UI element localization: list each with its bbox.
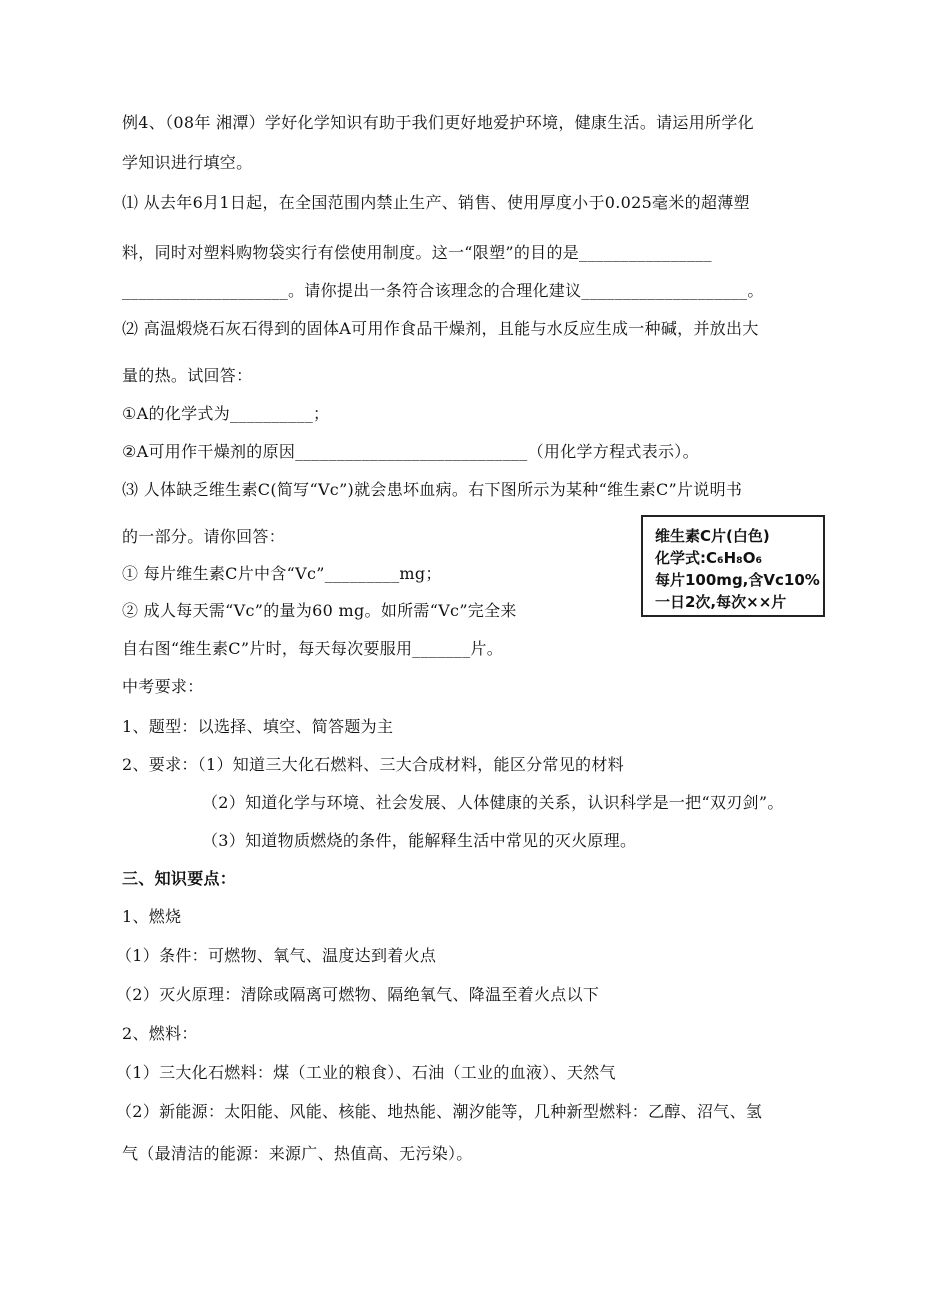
label-title: 维生素C片(白色) — [655, 527, 770, 545]
text-line: 气（最清洁的能源：来源广、热值高、无污染）。 — [122, 1144, 473, 1163]
text-line: （1）条件：可燃物、氧气、温度达到着火点 — [116, 946, 437, 965]
text-line: 料，同时对塑料购物袋实行有偿使用制度。这一“限塑”的目的是________________ — [122, 243, 712, 262]
text-line: ____________________。请你提出一条符合该理念的合理化建议____________________。 — [122, 281, 764, 300]
text-line: ①A的化学式为__________； — [122, 404, 330, 423]
text-line: ① 每片维生素C片中含“Vc”_________mg； — [122, 564, 442, 583]
text-line: ⑵ 高温煅烧石灰石得到的固体A可用作食品干燥剂，且能与水反应生成一种碱，并放出大 — [122, 319, 759, 338]
text-line: 量的热。试回答： — [122, 366, 253, 385]
text-line: 的一部分。请你回答： — [122, 527, 286, 546]
vitamin-c-label-image — [641, 515, 825, 617]
text-line: 中考要求： — [122, 677, 204, 696]
text-line: ②A可用作干燥剂的原因____________________________（用化学方程式表示）。 — [122, 442, 699, 461]
label-content: 每片100mg,含Vc10% — [655, 571, 820, 589]
text-line: （2）灭火原理：清除或隔离可燃物、隔绝氧气、降温至着火点以下 — [116, 985, 600, 1004]
text-line: （2）知道化学与环境、社会发展、人体健康的关系，认识科学是一把“双刃剑”。 — [202, 793, 784, 812]
text-line: ② 成人每天需“Vc”的量为60 mg。如所需“Vc”完全来 — [122, 601, 517, 620]
text-line: ⑴ 从去年6月1日起，在全国范围内禁止生产、销售、使用厚度小于0.025毫米的超薄塑 — [122, 193, 750, 212]
text-line: 例4、（08年 湘潭）学好化学知识有助于我们更好地爱护环境，健康生活。请运用所学化 — [122, 113, 754, 132]
text-line: 学知识进行填空。 — [122, 153, 253, 172]
text-line: （3）知道物质燃烧的条件，能解释生活中常见的灭火原理。 — [202, 831, 637, 850]
label-formula: 化学式:C₆H₈O₆ — [655, 549, 763, 567]
text-line: ⑶ 人体缺乏维生素C(简写“Vc”)就会患坏血病。右下图所示为某种“维生素C”片说明书 — [122, 480, 743, 499]
text-line: 2、燃料： — [122, 1024, 198, 1043]
text-line: （2）新能源：太阳能、风能、核能、地热能、潮汐能等，几种新型燃料：乙醇、沼气、氢 — [116, 1102, 763, 1121]
text-line: 1、题型：以选择、填空、简答题为主 — [122, 717, 394, 736]
text-line: 三、知识要点： — [122, 869, 237, 888]
text-line: 1、燃烧 — [122, 907, 182, 926]
text-line: 自右图“维生素C”片时，每天每次要服用_______片。 — [122, 639, 504, 658]
label-dosage: 一日2次,每次××片 — [655, 593, 787, 611]
text-line: （1）三大化石燃料：煤（工业的粮食）、石油（工业的血液）、天然气 — [116, 1063, 616, 1082]
text-line: 2、要求：（1）知道三大化石燃料、三大合成材料，能区分常见的材料 — [122, 755, 624, 774]
